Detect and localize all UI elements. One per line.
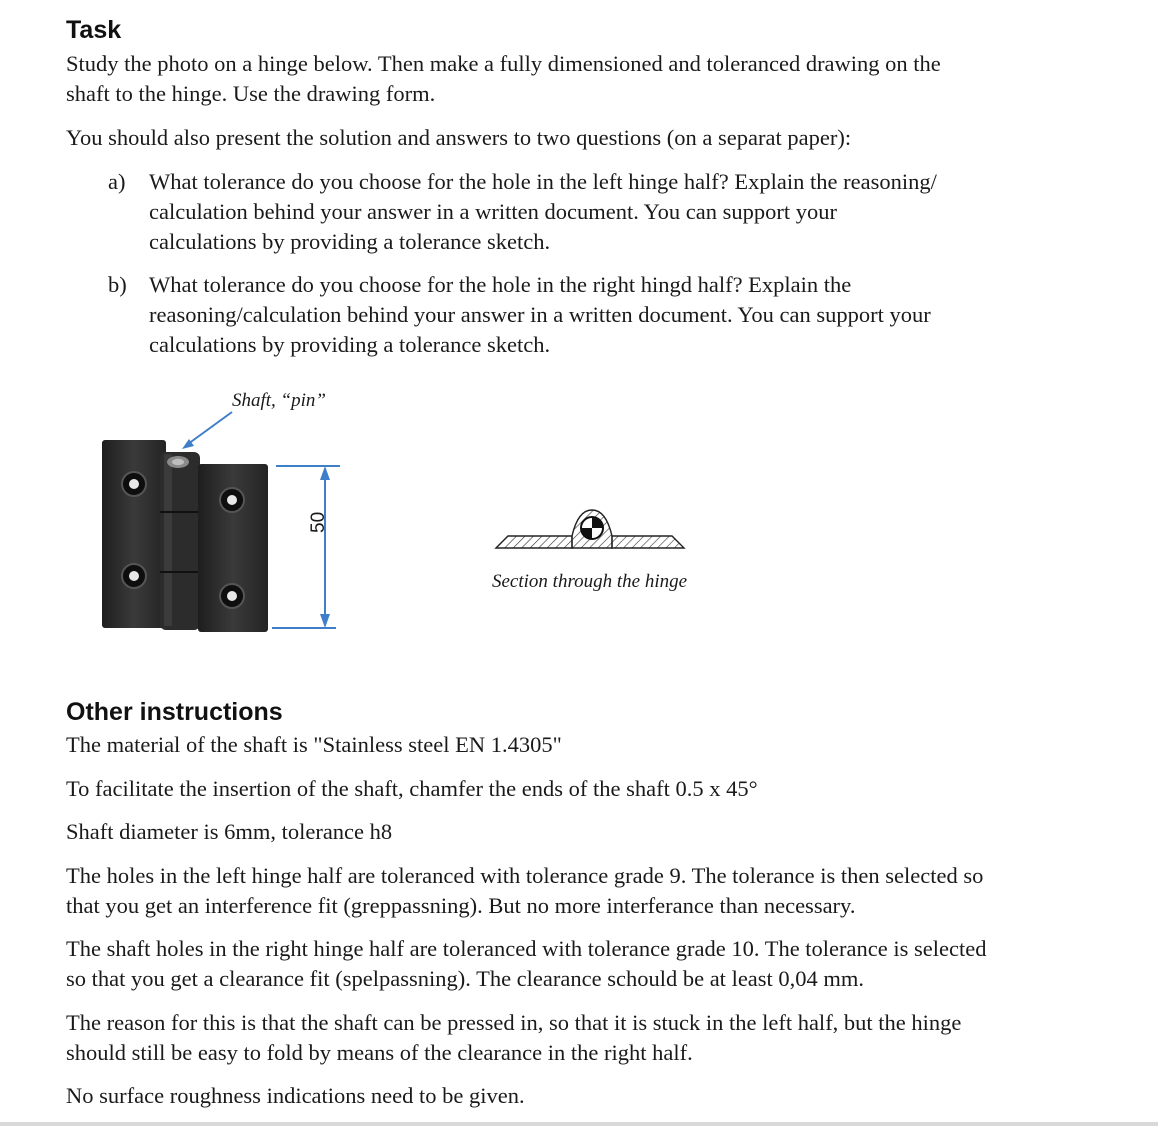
hinge-section-drawing [496,510,684,548]
reason-line-1: The reason for this is that the shaft can be pressed in, so that it is stuck in the left half, but the hinge [66,1010,962,1035]
diameter-line: Shaft diameter is 6mm, tolerance h8 [66,819,393,844]
right-hole-line-1: The shaft holes in the right hinge half are toleranced with tolerance grade 10. The tolerance is selected [66,936,987,961]
chamfer-line: To facilitate the insertion of the shaft, chamfer the ends of the shaft 0.5 x 45° [66,776,758,801]
right-hole-line-2: so that you get a clearance fit (spelpassning). The clearance schould be at least 0,04 mm. [66,966,865,991]
reason-line-2: should still be easy to fold by means of the clearance in the right half. [66,1040,693,1065]
question-a-line-1: What tolerance do you choose for the hole in the left hinge half? Explain the reasoning/ [149,169,937,194]
question-a-label: a) [108,169,126,194]
material-line: The material of the shaft is "Stainless steel EN 1.4305" [66,732,562,757]
hinge-photo [102,440,268,632]
intro-line-1: Study the photo on a hinge below. Then make a fully dimensioned and toleranced drawing on the [66,51,941,76]
present-line: You should also present the solution and answers to two questions (on a separat paper): [66,125,852,150]
dimension-50 [272,466,340,628]
question-a-line-2: calculation behind your answer in a written document. You can support your [149,199,837,224]
question-b-label: b) [108,272,127,297]
other-instructions-heading: Other instructions [66,698,283,726]
intro-line-2: shaft to the hinge. Use the drawing form. [66,81,436,106]
section-caption: Section through the hinge [492,571,688,592]
pin-arrow [182,412,232,449]
question-b-line-3: calculations by providing a tolerance sketch. [149,332,551,357]
left-hole-line-1: The holes in the left hinge half are toleranced with tolerance grade 9. The tolerance is then selected so [66,863,984,888]
shaft-label: Shaft, “pin” [232,390,326,411]
dimension-label: 50 [308,511,329,533]
question-b-line-1: What tolerance do you choose for the hole in the right hingd half? Explain the [149,272,852,297]
left-hole-line-2: that you get an interference fit (greppassning). But no more interferance than necessary. [66,893,856,918]
roughness-line: No surface roughness indications need to be given. [66,1083,525,1108]
task-heading: Task [66,16,122,44]
page-bottom-edge [0,1122,1158,1126]
question-b-line-2: reasoning/calculation behind your answer in a written document. You can support your [149,302,931,327]
question-a-line-3: calculations by providing a tolerance sketch. [149,229,551,254]
